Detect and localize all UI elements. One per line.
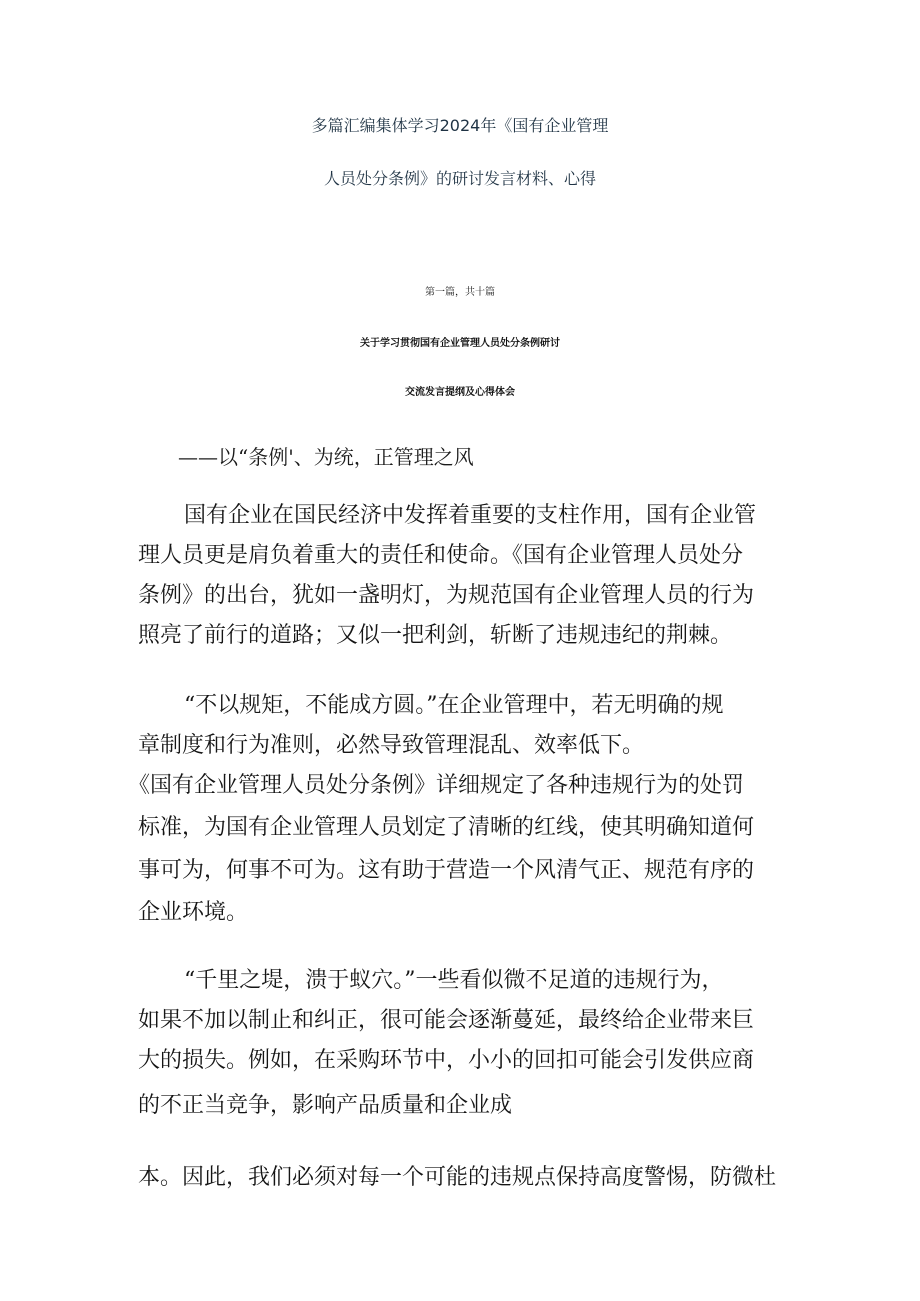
paragraph-3-line-1: “千里之堤，溃于蚁穴。”一些看似微不足道的违规行为，: [184, 968, 724, 993]
paragraph-2-line-3: 《国有企业管理人员处分条例》详细规定了各种违规行为的处罚: [128, 773, 745, 798]
paragraph-3-line-2: 如果不加以制止和纠正，很可能会逐渐蔓延，最终给企业带来巨: [138, 1008, 755, 1033]
paragraph-2-line-2: 章制度和行为准则，必然导致管理混乱、效率低下。: [138, 733, 645, 758]
epigraph: ——以“条例'、为统，正管理之风: [178, 445, 474, 469]
paragraph-4-line-1: 本。因此，我们必须对每一个可能的违规点保持高度警惕，防微杜: [138, 1165, 777, 1190]
paragraph-1-line-4: 照亮了前行的道路；又似一把利剑，斩断了违规违纪的荆棘。: [138, 623, 733, 648]
paragraph-1-line-3: 条例》的出台，犹如一盏明灯，为规范国有企业管理人员的行为: [138, 583, 755, 608]
paragraph-3-line-3: 大的损失。例如，在采购环节中，小小的回扣可能会引发供应商: [138, 1048, 755, 1073]
paragraph-2-line-4: 标准，为国有企业管理人员划定了清晰的红线，使其明确知道何: [138, 815, 755, 840]
part-label: 第一篇，共十篇: [425, 287, 495, 298]
paragraph-2-line-1: “不以规矩，不能成方圆。”在企业管理中，若无明确的规: [184, 693, 724, 718]
paragraph-2-line-5: 事可为，何事不可为。这有助于营造一个风清气正、规范有序的: [138, 858, 755, 883]
section-title-line-2: 交流发言提纲及心得体会: [405, 387, 515, 398]
paragraph-3-line-4: 的不正当竞争，影响产品质量和企业成: [138, 1093, 513, 1118]
paragraph-1-line-2: 理人员更是肩负着重大的责任和使命。《国有企业管理人员处分: [138, 543, 744, 568]
document-title-line-2: 人员处分条例》的研讨发言材料、心得: [323, 169, 596, 188]
document-title-line-1: 多篇汇编集体学习2024年《国有企业管理: [311, 116, 609, 135]
paragraph-1-line-1: 国有企业在国民经济中发挥着重要的支柱作用，国有企业管: [184, 503, 757, 528]
section-title-line-1: 关于学习贯彻国有企业管理人员处分条例研讨: [360, 338, 560, 349]
paragraph-2-line-6: 企业环境。: [138, 900, 249, 925]
